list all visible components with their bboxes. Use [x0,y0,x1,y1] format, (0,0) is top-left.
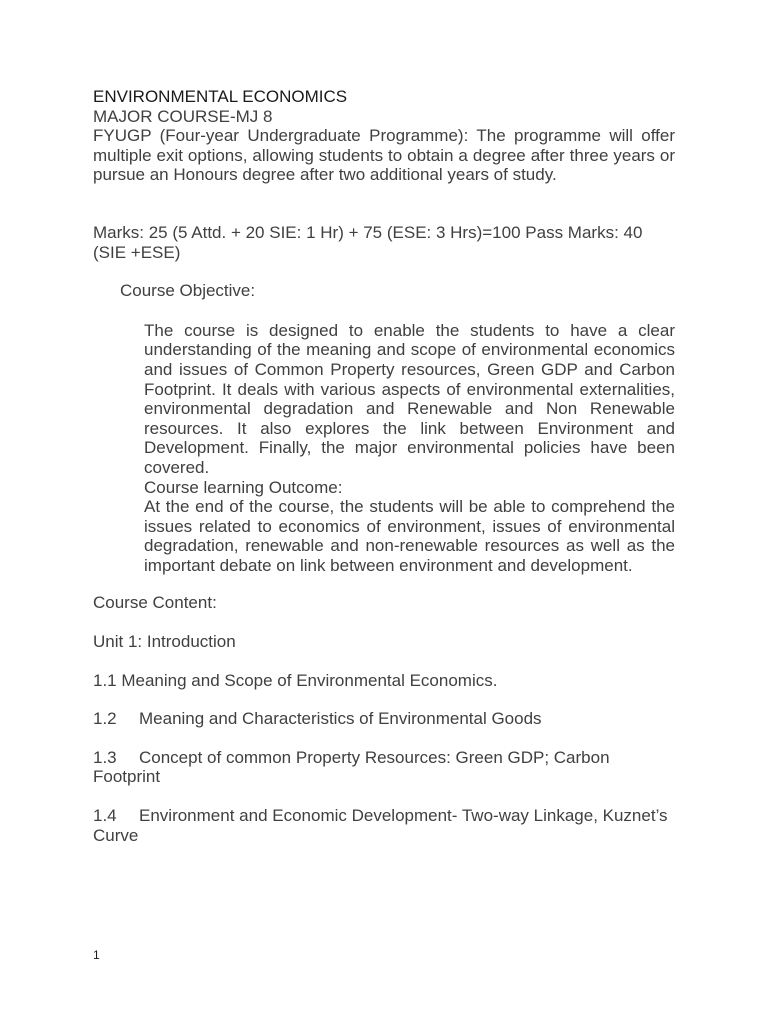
topic-1-2 [93,709,675,729]
topic-1-3 [93,748,675,787]
programme-description: FYUGP (Four-year Undergraduate Programme): The programme will offer multiple exit options, allowing students to obtain a degree after three years or pursue an Honours degree after two additional years of study. [93,126,675,185]
course-code: MAJOR COURSE-MJ 8 [93,106,273,126]
topic-1-4 [93,806,675,845]
document-title: ENVIRONMENTAL ECONOMICS [93,87,348,106]
topic-text: Concept of common Property Resources: Green GDP; Carbon Footprint [93,747,610,787]
course-objective-text: The course is designed to enable the students to have a clear understanding of the meaning and scope of environmental economics and issues of Common Property resources, Green GDP and Carbon Footprint. It deals with various aspects of environmental externalities, environmental degradation and Renewable and Non Renewable resources. It also explores the link between Environment and Development. Finally, the major environmental policies have been covered. [144,320,675,477]
unit-heading: Unit 1: Introduction [93,632,236,652]
objective-block [144,321,675,576]
topic-number: 1.2 [93,709,117,729]
marks-statement: Marks: 25 (5 Attd. + 20 SIE: 1 Hr) + 75 (ESE: 3 Hrs)=100 Pass Marks: 40 (SIE +ESE) [93,222,643,262]
topic-number: 1.4 [93,806,117,826]
topic-text: 1.1 Meaning and Scope of Environmental Economics. [93,670,498,690]
course-content-heading: Course Content: [93,593,217,613]
topic-1-1 [93,671,675,691]
topic-text: Meaning and Characteristics of Environmental Goods [139,709,542,729]
topic-text: Environment and Economic Development- Two-way Linkage, Kuznet’s Curve [93,806,668,845]
learning-outcome-text: At the end of the course, the students will be able to comprehend the issues related to economics of environment, issues of environmental degradation, renewable and non-renewable resources as well as the important debate on link between environment and development. [144,497,675,575]
page-content [93,87,675,845]
course-objective-heading: Course Objective: [120,281,256,301]
page-number: 1 [93,948,100,962]
topic-number: 1.3 [93,747,117,767]
learning-outcome-heading: Course learning Outcome: [144,477,343,497]
